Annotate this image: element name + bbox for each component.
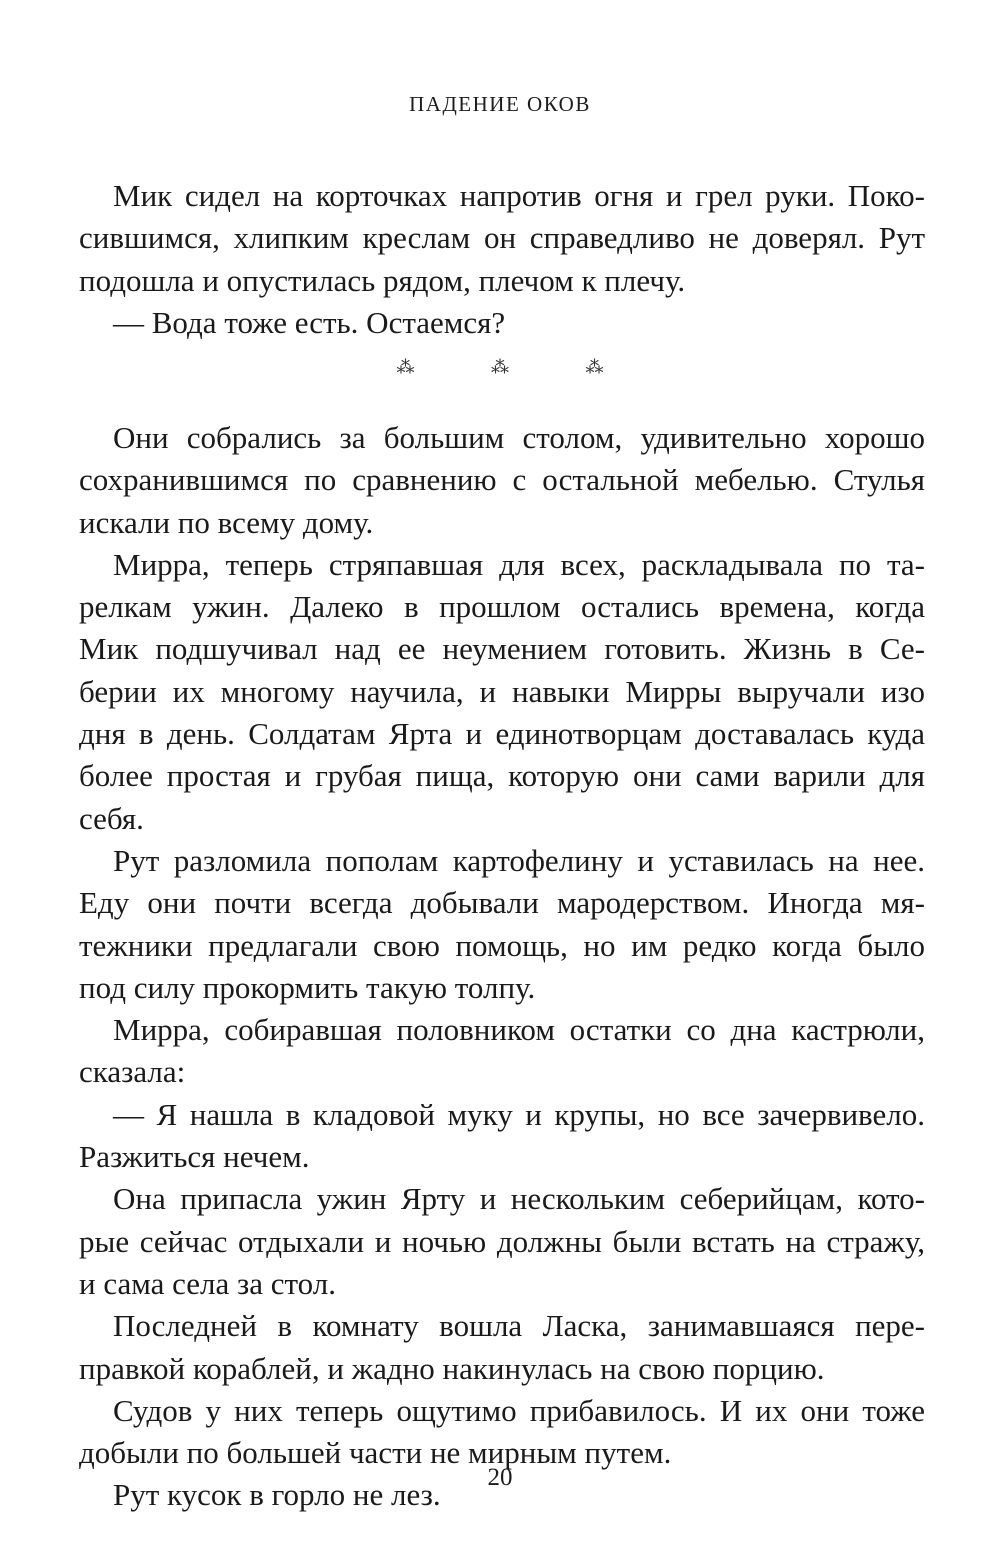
text-line: Еду они почти всегда добывали мародерством. Иногда мя- xyxy=(79,885,925,921)
text-block-after-break xyxy=(79,417,925,1517)
text-line: Рут кусок в горло не лез. xyxy=(113,1477,441,1513)
text-line: сказала: xyxy=(79,1054,186,1090)
text-block-before-break xyxy=(79,175,925,344)
text-line: себя. xyxy=(79,800,144,836)
text-line: Мирра, собиравшая половником остатки со дна кастрюли, xyxy=(113,1012,925,1048)
text-line: Мик сидел на корточках напротив огня и грел руки. Поко- xyxy=(113,178,925,213)
running-head: ПАДЕНИЕ ОКОВ xyxy=(409,92,591,116)
text-line: — Я нашла в кладовой муку и крупы, но все зачервивело. xyxy=(113,1096,925,1132)
text-line: Судов у них теперь ощутимо прибавилось. И их они тоже xyxy=(113,1392,925,1428)
text-line: Они собрались за большим столом, удивительно хорошо xyxy=(113,420,925,455)
text-line: дня в день. Солдатам Ярта и единотворцам доставалась куда xyxy=(79,716,925,752)
text-line: добыли по большей части не мирным путем. xyxy=(79,1435,672,1471)
text-line: подошла и опустилась рядом, плечом к плечу. xyxy=(79,262,686,298)
text-line: Последней в комнату вошла Ласка, занимавшаяся пере- xyxy=(113,1308,925,1344)
text-line: Разжиться нечем. xyxy=(79,1139,310,1175)
text-line: правкой кораблей, и жадно накинулась на свою порцию. xyxy=(79,1350,825,1386)
text-line: и сама села за стол. xyxy=(79,1265,336,1301)
text-line: более простая и грубая пища, которую они сами варили для xyxy=(79,758,925,794)
text-line: Мик подшучивал над ее неумением готовить. Жизнь в Се- xyxy=(79,631,925,667)
text-line: Мирра, теперь стряпавшая для всех, раскладывала по та- xyxy=(113,546,925,582)
text-line: рые сейчас отдыхали и ночью должны были встать на стражу, xyxy=(79,1223,925,1259)
section-separator: ⁂ ⁂ ⁂ xyxy=(396,357,640,377)
text-line: сившимся, хлипким креслам он справедливо не доверял. Рут xyxy=(79,220,925,256)
page-number: 20 xyxy=(487,1464,513,1491)
text-line: тежники предлагали свою помощь, но им редко когда было xyxy=(79,927,925,963)
text-line: Рут разломила пополам картофелину и уставилась на нее. xyxy=(113,842,925,878)
text-line: Она припасла ужин Ярту и нескольким себерийцам, кото- xyxy=(113,1181,925,1217)
text-line: искали по всему дому. xyxy=(79,504,374,540)
text-line: — Вода тоже есть. Остаемся? xyxy=(113,304,506,340)
text-line: берии их многому научила, и навыки Мирры выручали изо xyxy=(79,673,925,709)
text-line: под силу прокормить такую толпу. xyxy=(79,969,536,1005)
text-line: сохранившимся по сравнению с остальной мебелью. Стулья xyxy=(79,462,925,498)
text-line: релкам ужин. Далеко в прошлом остались времена, когда xyxy=(79,589,925,625)
